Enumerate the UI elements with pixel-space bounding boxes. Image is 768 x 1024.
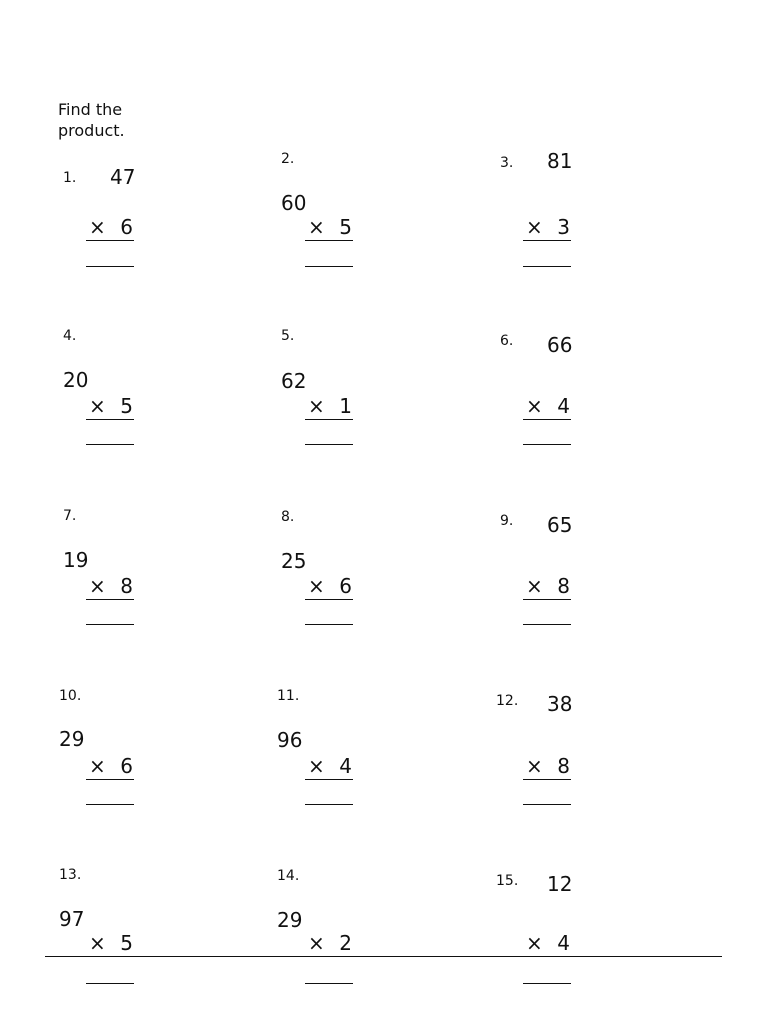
problem-10 — [58, 688, 178, 823]
bottom-operand: 3 — [557, 215, 570, 239]
bottom-operand: 5 — [120, 931, 133, 955]
multiply-sign: × — [308, 394, 325, 418]
problem-number: 8. — [281, 509, 295, 525]
bottom-operand: 4 — [339, 754, 352, 778]
top-operand: 62 — [281, 369, 307, 393]
multiply-sign: × — [308, 215, 325, 239]
problem-9 — [495, 513, 615, 643]
answer-line — [305, 983, 353, 984]
problem-number: 15. — [496, 873, 519, 889]
multiplier-row — [523, 755, 571, 780]
multiplier-row — [523, 216, 571, 241]
problem-number: 1. — [63, 170, 77, 186]
multiplier-row — [86, 216, 134, 241]
answer-line — [523, 444, 571, 445]
bottom-operand: 5 — [120, 394, 133, 418]
bottom-operand: 8 — [557, 754, 570, 778]
problem-5 — [277, 328, 397, 463]
problem-2 — [277, 151, 397, 284]
answer-line — [305, 804, 353, 805]
multiplier-row — [523, 575, 571, 600]
problem-number: 10. — [59, 688, 82, 704]
top-operand: 47 — [110, 165, 136, 189]
problem-number: 11. — [277, 688, 300, 704]
top-operand: 29 — [59, 727, 85, 751]
bottom-operand: 6 — [120, 754, 133, 778]
problem-11 — [277, 688, 397, 823]
answer-line — [86, 983, 134, 984]
top-operand: 66 — [547, 333, 573, 357]
multiply-sign: × — [89, 574, 106, 598]
multiplier-row — [86, 395, 134, 420]
problem-13 — [58, 867, 178, 1002]
multiply-sign: × — [89, 754, 106, 778]
top-operand: 65 — [547, 513, 573, 537]
answer-line — [523, 266, 571, 267]
multiplier-row — [305, 932, 353, 957]
problem-number: 6. — [500, 333, 514, 349]
problem-6 — [495, 333, 615, 463]
problem-7 — [58, 508, 178, 643]
problem-1 — [58, 154, 178, 284]
multiplier-row — [305, 216, 353, 241]
answer-line — [305, 266, 353, 267]
answer-line — [86, 444, 134, 445]
bottom-operand: 5 — [339, 215, 352, 239]
answer-line — [523, 624, 571, 625]
top-operand: 96 — [277, 728, 303, 752]
bottom-operand: 6 — [339, 574, 352, 598]
multiply-sign: × — [308, 574, 325, 598]
problem-4 — [58, 328, 178, 463]
bottom-operand: 4 — [557, 394, 570, 418]
multiplier-row — [305, 395, 353, 420]
problem-14 — [277, 868, 397, 1002]
top-operand: 97 — [59, 907, 85, 931]
page-divider — [45, 956, 722, 957]
problem-12 — [495, 693, 615, 823]
top-operand: 20 — [63, 368, 89, 392]
top-operand: 25 — [281, 549, 307, 573]
multiply-sign: × — [308, 931, 325, 955]
problem-number: 7. — [63, 508, 77, 524]
top-operand: 38 — [547, 692, 573, 716]
multiply-sign: × — [526, 574, 543, 598]
bottom-operand: 6 — [120, 215, 133, 239]
top-operand: 81 — [547, 149, 573, 173]
answer-line — [523, 983, 571, 984]
problem-8 — [277, 509, 397, 643]
multiplier-row — [86, 755, 134, 780]
top-operand: 29 — [277, 908, 303, 932]
problem-number: 9. — [500, 513, 514, 529]
multiply-sign: × — [89, 215, 106, 239]
multiplier-row — [305, 575, 353, 600]
answer-line — [305, 624, 353, 625]
answer-line — [86, 804, 134, 805]
answer-line — [86, 266, 134, 267]
problem-number: 2. — [281, 151, 295, 167]
bottom-operand: 8 — [557, 574, 570, 598]
instructions: Find the product. — [58, 100, 125, 140]
answer-line — [305, 444, 353, 445]
answer-line — [523, 804, 571, 805]
multiplier-row — [523, 932, 571, 957]
multiply-sign: × — [308, 754, 325, 778]
multiply-sign: × — [526, 931, 543, 955]
problem-3 — [495, 149, 615, 284]
top-operand: 60 — [281, 191, 307, 215]
multiply-sign: × — [89, 931, 106, 955]
multiplier-row — [86, 575, 134, 600]
multiply-sign: × — [526, 754, 543, 778]
bottom-operand: 8 — [120, 574, 133, 598]
problem-number: 4. — [63, 328, 77, 344]
bottom-operand: 4 — [557, 931, 570, 955]
problem-number: 13. — [59, 867, 82, 883]
multiplier-row — [305, 755, 353, 780]
bottom-operand: 2 — [339, 931, 352, 955]
top-operand: 19 — [63, 548, 89, 572]
problem-number: 5. — [281, 328, 295, 344]
bottom-operand: 1 — [339, 394, 352, 418]
multiplier-row — [86, 932, 134, 957]
answer-line — [86, 624, 134, 625]
top-operand: 12 — [547, 872, 573, 896]
problem-15 — [495, 872, 615, 1002]
multiply-sign: × — [526, 215, 543, 239]
multiply-sign: × — [89, 394, 106, 418]
multiplier-row — [523, 395, 571, 420]
problem-number: 3. — [500, 155, 514, 171]
problem-number: 14. — [277, 868, 300, 884]
problem-number: 12. — [496, 693, 519, 709]
multiply-sign: × — [526, 394, 543, 418]
